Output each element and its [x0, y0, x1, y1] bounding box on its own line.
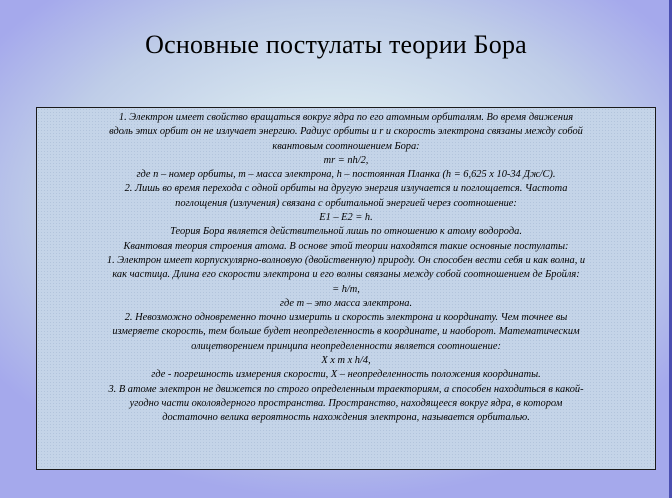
text-line: где m – это масса электрона. [279, 297, 413, 309]
text-line: олицетворением принципа неопределенности является соотношение: [191, 340, 501, 352]
text-line: угодно части околоядерного пространства. Пространство, находящееся вокруг ядра, в котором [129, 397, 563, 409]
text-line: как частица. Длина его скорости электрона и его волны связаны между собой соотношением де Бройля: [112, 269, 580, 281]
text-line: Квантовая теория строения атома. В основе этой теории находятся такие основные постулаты: [123, 240, 569, 252]
formula-line: E1 – E2 = h. [319, 212, 373, 224]
text-line: 1. Электрон имеет корпускулярно-волновую (двойственную) природу. Он способен вести себя и как волна, и [106, 254, 586, 266]
text-line: вдоль этих орбит он не излучает энергию. Радиус орбиты и r и скорость электрона связаны между собой [109, 126, 583, 138]
text-line: измеряете скорость, тем больше будет неопределенность в координате, и наоборот. Математическим [112, 326, 580, 338]
slide-title: Основные постулаты теории Бора [145, 30, 527, 59]
text-line: 2. Лишь во время перехода с одной орбиты на другую энергия излучается и поглощается. Частота [124, 183, 568, 195]
text-line: квантовым соотношением Бора: [272, 140, 420, 152]
text-line: достаточно велика вероятность нахождения электрона, называется орбиталью. [162, 412, 530, 424]
text-line: где - погрешность измерения скорости, X – неопределенность положения координаты. [151, 369, 541, 381]
formula-line: = h/m, [332, 283, 360, 295]
text-line: Теория Бора является действительной лишь по отношению к атому водорода. [170, 226, 522, 238]
text-line: 3. В атоме электрон не движется по строго определенным траекториям, а способен находиться в какой- [108, 383, 584, 395]
text-line: поглощения (излучения) связана с орбитальной энергией через соотношение: [175, 197, 517, 209]
postulates-text-box [36, 107, 656, 470]
text-line: 2. Невозможно одновременно точно измерить и скорость электрона и координату. Чем точнее вы [124, 312, 568, 324]
text-line: 1. Электрон имеет свойство вращаться вокруг ядра по его атомным орбиталям. Во время движения [118, 112, 574, 123]
formula-line: mr = nh/2, [323, 154, 369, 166]
formula-line: X x m x h/4, [321, 355, 371, 367]
text-line: где n – номер орбиты, m – масса электрона, h – постоянная Планка (h = 6,625 x 10-34 Дж/С). [136, 169, 556, 181]
